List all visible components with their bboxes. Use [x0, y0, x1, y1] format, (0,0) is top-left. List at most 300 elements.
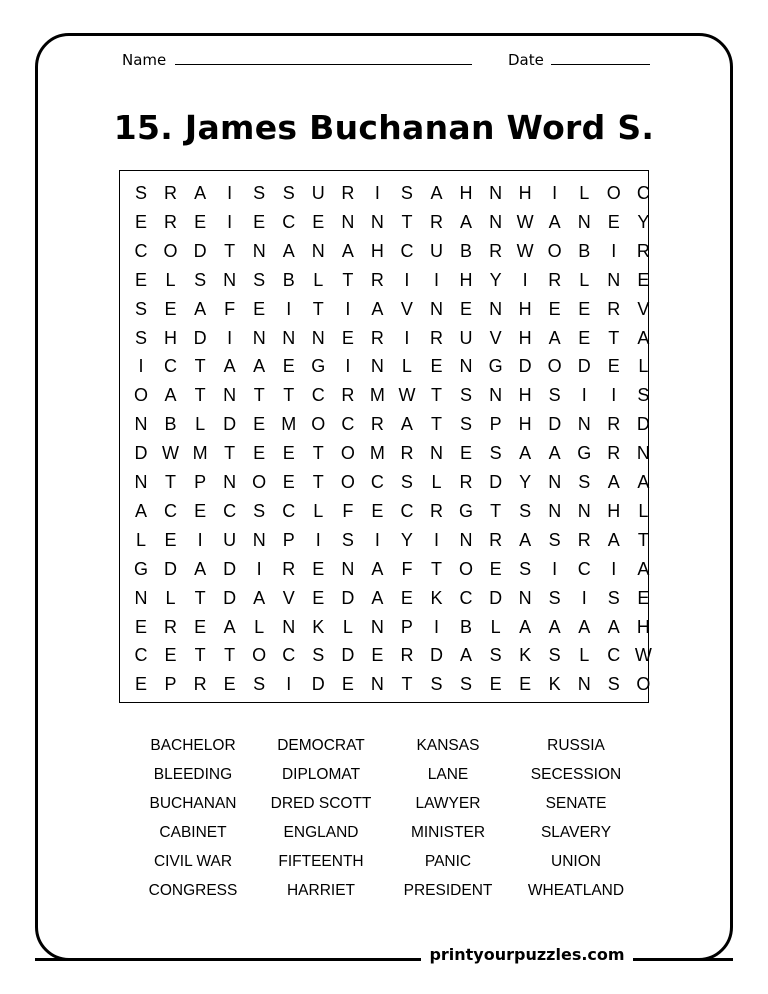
grid-letter[interactable]: O: [340, 443, 355, 464]
grid-letter[interactable]: G: [577, 443, 592, 464]
grid-letter[interactable]: Y: [519, 472, 532, 492]
grid-letter[interactable]: F: [342, 500, 354, 521]
grid-letter[interactable]: W: [516, 240, 534, 261]
date-field[interactable]: [508, 51, 650, 71]
grid-letter[interactable]: S: [607, 587, 620, 608]
grid-letter[interactable]: A: [400, 414, 413, 435]
grid-letter[interactable]: N: [489, 183, 503, 203]
grid-letter[interactable]: N: [459, 529, 473, 550]
grid-letter[interactable]: E: [312, 587, 325, 608]
grid-letter[interactable]: R: [430, 327, 443, 348]
grid-letter[interactable]: I: [227, 183, 233, 203]
grid-letter[interactable]: N: [370, 616, 384, 637]
grid-letter[interactable]: U: [311, 183, 325, 203]
grid-letter[interactable]: E: [637, 269, 650, 290]
grid-letter[interactable]: E: [223, 674, 236, 695]
grid-letter[interactable]: I: [345, 298, 351, 319]
grid-letter[interactable]: W: [162, 443, 180, 464]
grid-letter[interactable]: R: [400, 645, 414, 666]
grid-letter[interactable]: E: [253, 443, 266, 464]
grid-letter[interactable]: S: [578, 472, 591, 492]
grid-letter[interactable]: Y: [637, 211, 650, 232]
grid-letter[interactable]: T: [194, 356, 206, 377]
grid-letter[interactable]: S: [460, 414, 473, 435]
grid-letter[interactable]: I: [404, 269, 410, 290]
grid-letter[interactable]: T: [401, 674, 413, 695]
grid-letter[interactable]: L: [431, 472, 442, 492]
grid-letter[interactable]: E: [548, 298, 561, 319]
grid-letter[interactable]: R: [370, 269, 384, 290]
grid-letter[interactable]: R: [489, 529, 503, 550]
grid-letter[interactable]: A: [223, 616, 236, 637]
grid-letter[interactable]: C: [636, 183, 650, 203]
grid-letter[interactable]: V: [489, 327, 502, 348]
grid-letter[interactable]: L: [579, 183, 590, 203]
grid-letter[interactable]: E: [194, 616, 207, 637]
grid-letter[interactable]: N: [607, 269, 621, 290]
grid-letter[interactable]: I: [433, 269, 439, 290]
grid-letter[interactable]: D: [134, 443, 148, 464]
grid-letter[interactable]: N: [370, 211, 384, 232]
grid-letter[interactable]: O: [252, 472, 267, 492]
grid-letter[interactable]: R: [607, 443, 621, 464]
grid-letter[interactable]: R: [164, 183, 178, 203]
grid-letter[interactable]: A: [223, 356, 236, 377]
grid-letter[interactable]: T: [194, 385, 206, 406]
grid-letter[interactable]: R: [607, 414, 621, 435]
grid-letter[interactable]: C: [400, 500, 414, 521]
grid-letter[interactable]: M: [192, 443, 208, 464]
grid-letter[interactable]: G: [488, 356, 503, 377]
grid-letter[interactable]: L: [195, 414, 206, 435]
grid-letter[interactable]: E: [460, 443, 473, 464]
grid-letter[interactable]: I: [374, 529, 380, 550]
grid-letter[interactable]: O: [636, 674, 651, 695]
grid-letter[interactable]: R: [489, 240, 503, 261]
grid-letter[interactable]: S: [253, 183, 266, 203]
grid-letter[interactable]: E: [164, 529, 177, 550]
grid-letter[interactable]: T: [342, 269, 354, 290]
grid-letter[interactable]: D: [223, 414, 237, 435]
grid-letter[interactable]: L: [638, 500, 649, 521]
grid-letter[interactable]: E: [282, 356, 295, 377]
grid-letter[interactable]: I: [374, 183, 380, 203]
grid-letter[interactable]: E: [607, 356, 620, 377]
grid-letter[interactable]: A: [548, 443, 561, 464]
grid-letter[interactable]: G: [311, 356, 326, 377]
grid-letter[interactable]: E: [341, 327, 354, 348]
grid-letter[interactable]: E: [134, 616, 147, 637]
grid-letter[interactable]: R: [164, 616, 178, 637]
grid-letter[interactable]: T: [312, 472, 324, 492]
grid-letter[interactable]: N: [223, 385, 237, 406]
grid-letter[interactable]: F: [401, 558, 413, 579]
grid-letter[interactable]: A: [637, 472, 650, 492]
grid-letter[interactable]: D: [193, 327, 207, 348]
grid-letter[interactable]: S: [430, 674, 443, 695]
grid-letter[interactable]: P: [194, 472, 207, 492]
grid-letter[interactable]: H: [518, 414, 532, 435]
grid-letter[interactable]: E: [134, 211, 147, 232]
grid-letter[interactable]: I: [315, 529, 321, 550]
grid-letter[interactable]: N: [489, 211, 503, 232]
grid-letter[interactable]: D: [164, 558, 178, 579]
grid-letter[interactable]: F: [224, 298, 236, 319]
grid-letter[interactable]: I: [256, 558, 262, 579]
grid-letter[interactable]: U: [459, 327, 473, 348]
grid-letter[interactable]: I: [286, 674, 292, 695]
grid-letter[interactable]: K: [312, 616, 325, 637]
grid-letter[interactable]: H: [518, 298, 532, 319]
grid-letter[interactable]: N: [223, 472, 237, 492]
grid-letter[interactable]: S: [548, 385, 561, 406]
grid-letter[interactable]: A: [194, 558, 207, 579]
grid-letter[interactable]: A: [578, 616, 591, 637]
grid-letter[interactable]: T: [431, 558, 442, 579]
grid-letter[interactable]: N: [252, 327, 266, 348]
grid-letter[interactable]: T: [283, 385, 295, 406]
grid-letter[interactable]: L: [342, 616, 353, 637]
grid-letter[interactable]: A: [194, 183, 207, 203]
grid-letter[interactable]: A: [607, 472, 620, 492]
grid-letter[interactable]: N: [252, 240, 266, 261]
grid-letter[interactable]: T: [431, 414, 442, 435]
grid-letter[interactable]: T: [224, 240, 236, 261]
grid-letter[interactable]: E: [489, 674, 502, 695]
grid-letter[interactable]: O: [163, 240, 178, 261]
grid-letter[interactable]: R: [341, 183, 355, 203]
grid-letter[interactable]: N: [430, 443, 443, 464]
grid-letter[interactable]: A: [548, 327, 561, 348]
grid-letter[interactable]: N: [430, 298, 443, 319]
grid-letter[interactable]: R: [577, 529, 591, 550]
grid-letter[interactable]: S: [400, 472, 413, 492]
grid-letter[interactable]: I: [433, 616, 439, 637]
grid-letter[interactable]: C: [459, 587, 473, 608]
grid-letter[interactable]: S: [194, 269, 207, 290]
grid-letter[interactable]: H: [370, 240, 384, 261]
grid-letter[interactable]: C: [134, 240, 148, 261]
grid-letter[interactable]: N: [548, 472, 562, 492]
grid-letter[interactable]: T: [194, 645, 206, 666]
grid-letter[interactable]: A: [371, 558, 384, 579]
grid-letter[interactable]: E: [194, 500, 207, 521]
grid-letter[interactable]: I: [611, 385, 617, 406]
grid-letter[interactable]: N: [282, 616, 296, 637]
grid-letter[interactable]: A: [134, 500, 147, 521]
grid-letter[interactable]: A: [341, 240, 354, 261]
grid-letter[interactable]: D: [341, 645, 355, 666]
grid-letter[interactable]: C: [164, 356, 178, 377]
grid-letter[interactable]: A: [519, 443, 532, 464]
grid-letter[interactable]: N: [134, 414, 148, 435]
grid-letter[interactable]: H: [607, 500, 621, 521]
grid-letter[interactable]: I: [581, 385, 587, 406]
grid-letter[interactable]: I: [227, 327, 233, 348]
grid-letter[interactable]: U: [223, 529, 237, 550]
grid-letter[interactable]: S: [282, 183, 295, 203]
grid-letter[interactable]: C: [400, 240, 414, 261]
grid-letter[interactable]: L: [490, 616, 501, 637]
grid-letter[interactable]: C: [134, 645, 148, 666]
grid-letter[interactable]: H: [164, 327, 178, 348]
grid-letter[interactable]: R: [282, 558, 296, 579]
grid-letter[interactable]: N: [489, 385, 503, 406]
grid-letter[interactable]: N: [282, 327, 296, 348]
grid-letter[interactable]: S: [548, 645, 561, 666]
grid-letter[interactable]: E: [312, 558, 325, 579]
grid-letter[interactable]: T: [312, 298, 324, 319]
grid-letter[interactable]: O: [252, 645, 267, 666]
grid-letter[interactable]: E: [607, 211, 620, 232]
grid-letter[interactable]: L: [579, 645, 590, 666]
grid-letter[interactable]: E: [164, 645, 177, 666]
grid-letter[interactable]: N: [636, 443, 650, 464]
grid-letter[interactable]: I: [197, 529, 203, 550]
grid-letter[interactable]: E: [578, 298, 591, 319]
grid-letter[interactable]: E: [194, 211, 207, 232]
grid-letter[interactable]: R: [193, 674, 207, 695]
grid-letter[interactable]: N: [548, 500, 562, 521]
grid-letter[interactable]: R: [636, 240, 650, 261]
grid-letter[interactable]: P: [164, 674, 177, 695]
grid-letter[interactable]: A: [607, 529, 620, 550]
grid-letter[interactable]: O: [459, 558, 474, 579]
grid-letter[interactable]: D: [311, 674, 325, 695]
grid-letter[interactable]: S: [312, 645, 325, 666]
grid-letter[interactable]: B: [282, 269, 295, 290]
grid-letter[interactable]: N: [311, 327, 325, 348]
grid-letter[interactable]: O: [311, 414, 326, 435]
grid-letter[interactable]: A: [519, 616, 532, 637]
grid-letter[interactable]: R: [430, 500, 443, 521]
grid-letter[interactable]: T: [253, 385, 265, 406]
grid-letter[interactable]: S: [519, 500, 532, 521]
grid-letter[interactable]: E: [371, 645, 384, 666]
grid-letter[interactable]: A: [282, 240, 295, 261]
grid-letter[interactable]: H: [518, 327, 532, 348]
grid-letter[interactable]: L: [313, 500, 324, 521]
grid-letter[interactable]: N: [577, 500, 591, 521]
grid-letter[interactable]: N: [311, 240, 325, 261]
grid-letter[interactable]: O: [547, 240, 562, 261]
grid-letter[interactable]: S: [253, 674, 266, 695]
grid-letter[interactable]: R: [164, 211, 178, 232]
grid-letter[interactable]: S: [253, 269, 266, 290]
grid-letter[interactable]: M: [369, 443, 385, 464]
grid-letter[interactable]: I: [138, 356, 144, 377]
grid-letter[interactable]: S: [519, 558, 532, 579]
grid-letter[interactable]: S: [607, 674, 620, 695]
grid-letter[interactable]: H: [518, 183, 532, 203]
grid-letter[interactable]: T: [224, 443, 236, 464]
grid-letter[interactable]: S: [489, 443, 502, 464]
grid-letter[interactable]: E: [253, 211, 266, 232]
grid-letter[interactable]: N: [370, 674, 384, 695]
grid-letter[interactable]: L: [165, 587, 176, 608]
grid-letter[interactable]: L: [165, 269, 176, 290]
grid-letter[interactable]: T: [401, 211, 413, 232]
grid-letter[interactable]: O: [133, 385, 148, 406]
grid-letter[interactable]: N: [134, 472, 148, 492]
grid-letter[interactable]: R: [607, 298, 621, 319]
grid-letter[interactable]: C: [341, 414, 355, 435]
grid-letter[interactable]: C: [607, 645, 621, 666]
grid-letter[interactable]: S: [134, 298, 147, 319]
grid-letter[interactable]: M: [281, 414, 297, 435]
grid-letter[interactable]: L: [579, 269, 590, 290]
grid-letter[interactable]: H: [459, 183, 473, 203]
grid-letter[interactable]: L: [638, 356, 649, 377]
grid-letter[interactable]: A: [519, 529, 532, 550]
grid-letter[interactable]: S: [460, 385, 473, 406]
grid-letter[interactable]: H: [636, 616, 650, 637]
grid-letter[interactable]: I: [611, 240, 617, 261]
grid-letter[interactable]: N: [577, 414, 591, 435]
grid-letter[interactable]: D: [223, 587, 237, 608]
grid-letter[interactable]: D: [518, 356, 532, 377]
grid-letter[interactable]: I: [522, 269, 528, 290]
grid-letter[interactable]: Y: [400, 529, 413, 550]
grid-letter[interactable]: E: [134, 269, 147, 290]
grid-letter[interactable]: C: [282, 500, 296, 521]
grid-letter[interactable]: T: [431, 385, 442, 406]
grid-letter[interactable]: S: [400, 183, 413, 203]
grid-letter[interactable]: S: [253, 500, 266, 521]
grid-letter[interactable]: A: [637, 558, 650, 579]
grid-letter[interactable]: I: [552, 183, 558, 203]
grid-letter[interactable]: D: [636, 414, 650, 435]
grid-letter[interactable]: T: [165, 472, 177, 492]
grid-letter[interactable]: A: [371, 587, 384, 608]
grid-letter[interactable]: A: [194, 298, 207, 319]
grid-letter[interactable]: E: [519, 674, 532, 695]
grid-letter[interactable]: A: [460, 211, 473, 232]
grid-letter[interactable]: S: [548, 587, 561, 608]
site-link[interactable]: printyourpuzzles.com: [421, 945, 633, 964]
grid-letter[interactable]: I: [404, 327, 410, 348]
grid-letter[interactable]: B: [460, 616, 473, 637]
grid-letter[interactable]: E: [637, 587, 650, 608]
grid-letter[interactable]: M: [369, 385, 385, 406]
grid-letter[interactable]: S: [548, 529, 561, 550]
grid-letter[interactable]: G: [459, 500, 474, 521]
grid-letter[interactable]: K: [430, 587, 443, 608]
grid-letter[interactable]: R: [370, 414, 384, 435]
grid-letter[interactable]: O: [547, 356, 562, 377]
grid-letter[interactable]: D: [577, 356, 591, 377]
grid-letter[interactable]: R: [400, 443, 414, 464]
grid-letter[interactable]: B: [578, 240, 591, 261]
grid-letter[interactable]: R: [370, 327, 384, 348]
grid-letter[interactable]: D: [489, 472, 503, 492]
grid-letter[interactable]: N: [577, 674, 591, 695]
grid-letter[interactable]: G: [133, 558, 148, 579]
grid-letter[interactable]: L: [313, 269, 324, 290]
grid-letter[interactable]: L: [254, 616, 265, 637]
grid-letter[interactable]: Y: [489, 269, 502, 290]
grid-letter[interactable]: B: [460, 240, 473, 261]
grid-letter[interactable]: N: [341, 558, 355, 579]
grid-letter[interactable]: N: [252, 529, 266, 550]
grid-letter[interactable]: E: [460, 298, 473, 319]
grid-letter[interactable]: D: [548, 414, 562, 435]
grid-letter[interactable]: N: [489, 298, 503, 319]
grid-letter[interactable]: W: [516, 211, 534, 232]
grid-letter[interactable]: S: [134, 183, 147, 203]
grid-letter[interactable]: N: [341, 211, 355, 232]
grid-letter[interactable]: O: [340, 472, 355, 492]
grid-letter[interactable]: D: [193, 240, 207, 261]
grid-letter[interactable]: L: [401, 356, 412, 377]
grid-letter[interactable]: E: [489, 558, 502, 579]
grid-letter[interactable]: H: [518, 385, 532, 406]
grid-letter[interactable]: T: [224, 645, 236, 666]
grid-letter[interactable]: K: [548, 674, 561, 695]
grid-letter[interactable]: N: [370, 356, 384, 377]
grid-letter[interactable]: T: [608, 327, 620, 348]
grid-letter[interactable]: B: [164, 414, 177, 435]
grid-letter[interactable]: D: [430, 645, 443, 666]
grid-letter[interactable]: S: [460, 674, 473, 695]
grid-letter[interactable]: T: [194, 587, 206, 608]
grid-letter[interactable]: A: [548, 616, 561, 637]
grid-letter[interactable]: C: [311, 385, 325, 406]
grid-letter[interactable]: R: [341, 385, 355, 406]
grid-letter[interactable]: P: [282, 529, 295, 550]
grid-letter[interactable]: T: [637, 529, 649, 550]
grid-letter[interactable]: E: [164, 298, 177, 319]
grid-letter[interactable]: O: [606, 183, 621, 203]
grid-letter[interactable]: I: [581, 587, 587, 608]
grid-letter[interactable]: C: [282, 211, 296, 232]
grid-letter[interactable]: A: [371, 298, 384, 319]
grid-letter[interactable]: D: [223, 558, 237, 579]
grid-letter[interactable]: T: [490, 500, 502, 521]
grid-letter[interactable]: C: [370, 472, 384, 492]
grid-letter[interactable]: C: [577, 558, 591, 579]
grid-letter[interactable]: D: [341, 587, 355, 608]
grid-letter[interactable]: D: [489, 587, 503, 608]
grid-letter[interactable]: E: [341, 674, 354, 695]
grid-letter[interactable]: N: [459, 356, 473, 377]
grid-letter[interactable]: E: [400, 587, 413, 608]
grid-letter[interactable]: E: [253, 298, 266, 319]
grid-letter[interactable]: I: [552, 558, 558, 579]
grid-letter[interactable]: U: [430, 240, 443, 261]
grid-letter[interactable]: V: [400, 298, 413, 319]
grid-letter[interactable]: I: [611, 558, 617, 579]
grid-letter[interactable]: C: [223, 500, 237, 521]
grid-letter[interactable]: N: [518, 587, 532, 608]
grid-letter[interactable]: N: [577, 211, 591, 232]
grid-letter[interactable]: S: [489, 645, 502, 666]
grid-letter[interactable]: A: [548, 211, 561, 232]
grid-letter[interactable]: P: [400, 616, 413, 637]
grid-letter[interactable]: E: [430, 356, 443, 377]
grid-letter[interactable]: V: [282, 587, 295, 608]
grid-letter[interactable]: A: [253, 356, 266, 377]
grid-letter[interactable]: A: [637, 327, 650, 348]
grid-letter[interactable]: I: [433, 529, 439, 550]
grid-letter[interactable]: C: [282, 645, 296, 666]
grid-letter[interactable]: N: [134, 587, 148, 608]
grid-letter[interactable]: I: [286, 298, 292, 319]
grid-letter[interactable]: A: [460, 645, 473, 666]
grid-letter[interactable]: L: [135, 529, 146, 550]
grid-letter[interactable]: A: [253, 587, 266, 608]
grid-letter[interactable]: E: [134, 674, 147, 695]
